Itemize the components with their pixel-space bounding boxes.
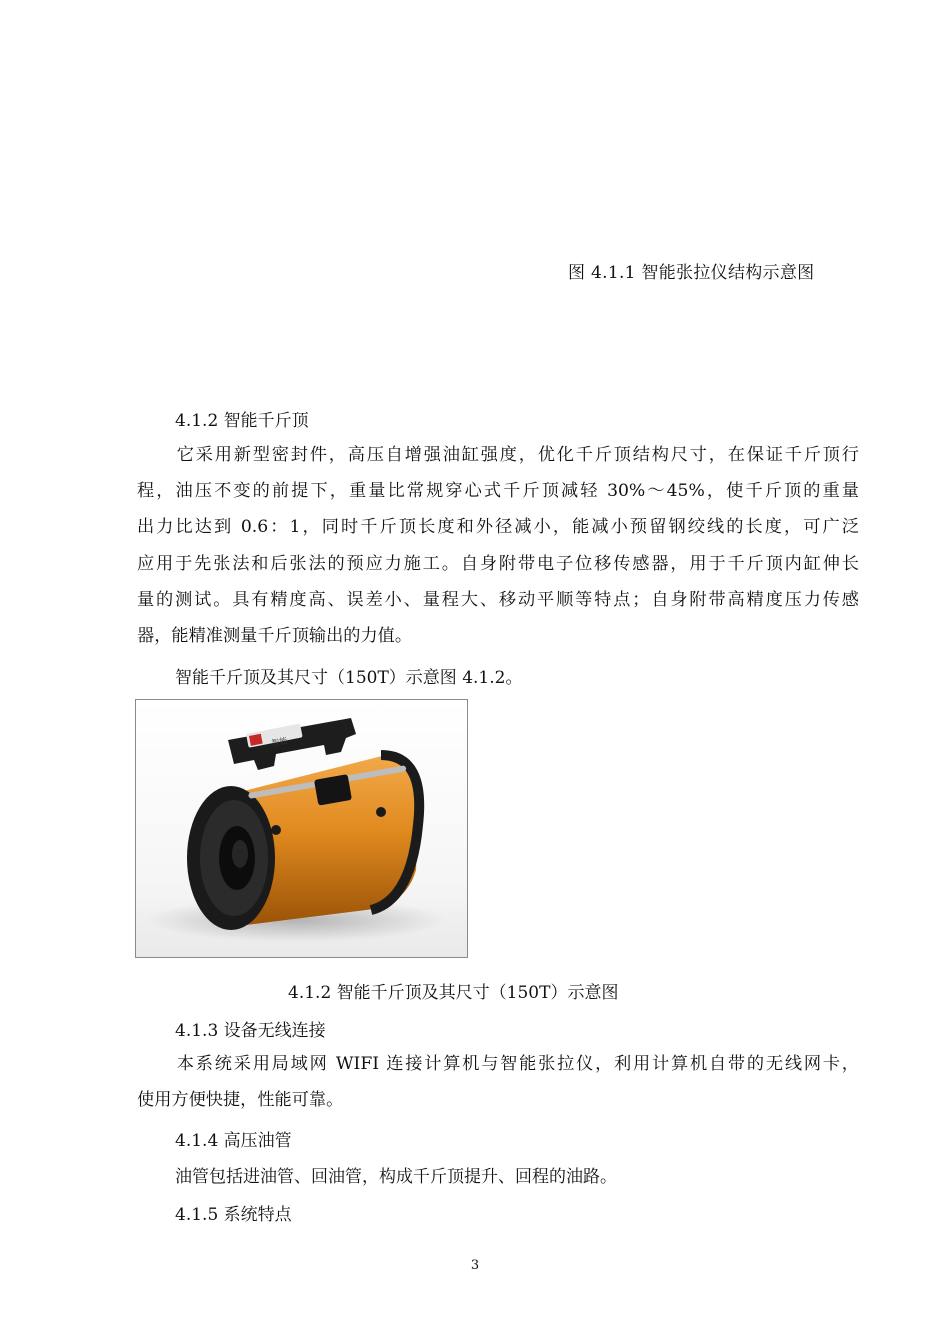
paragraph-line: 量的测试。具有精度高、误差小、量程大、移动平顺等特点；自身附带高精度压力传感 [137,589,859,610]
paragraph-line: 程，油压不变的前提下，重量比常规穿心式千斤顶减轻 30%～45%，使千斤顶的重量 [137,481,859,502]
jack-illustration [136,700,467,957]
section-4-1-4-paragraph: 油管包括进油管、回油管，构成千斤顶提升、回程的油路。 [175,1167,617,1187]
paragraph-line: 使用方便快捷，性能可靠。 [137,1090,344,1111]
figure-4-1-2-caption: 4.1.2 智能千斤顶及其尺寸（150T）示意图 [288,983,619,1003]
section-4-1-4-heading: 4.1.4 高压油管 [175,1131,292,1151]
figure-intro-text: 智能千斤顶及其尺寸（150T）示意图 4.1.2。 [175,668,523,688]
paragraph-line: 出力比达到 0.6：1，同时千斤顶长度和外径减小，能减小预留钢绞线的长度，可广泛 [137,517,859,538]
section-4-1-2-paragraph [137,437,859,654]
section-4-1-3-paragraph [137,1046,859,1118]
jack-photo [135,699,468,958]
jack-logo-text: 智能 [270,736,289,748]
figure-4-1-1-caption: 图 4.1.1 智能张拉仪结构示意图 [568,263,815,283]
paragraph-line: 器，能精准测量千斤顶输出的力值。 [137,626,413,647]
section-4-1-2-heading: 4.1.2 智能千斤顶 [175,411,309,431]
paragraph-line: 应用于先张法和后张法的预应力施工。自身附带电子位移传感器，用于千斤顶内缸伸长 [137,553,859,574]
page-number: 3 [470,1258,480,1273]
paragraph-line: 本系统采用局域网 WIFI 连接计算机与智能张拉仪，利用计算机自带的无线网卡， [175,1054,859,1074]
paragraph-line: 它采用新型密封件，高压自增强油缸强度，优化千斤顶结构尺寸，在保证千斤顶行 [175,445,859,465]
section-4-1-3-heading: 4.1.3 设备无线连接 [175,1021,326,1041]
section-4-1-5-heading: 4.1.5 系统特点 [175,1205,292,1225]
